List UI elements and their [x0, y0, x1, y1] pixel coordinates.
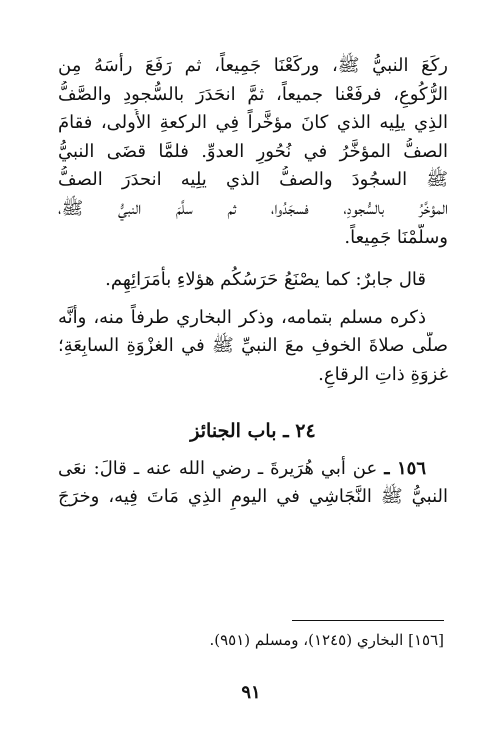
page-number: ٩١ [241, 682, 261, 703]
text-line: الرُّكُوعِ، فرفَعْنا جميعاً، ثمَّ انحَدَرَ بالسُّجودِ والصَّفُّ [58, 83, 448, 105]
text-line: الصفُّ المؤخَّرُ في نُحُورِ العدوِّ. فلمَّا قضَى النبيُّ [58, 140, 448, 162]
text-line: صلَّى صلاةَ الخوفِ معَ النبيِّ ﷺ في الغزْوَةِ السابِعَةِ؛ [58, 335, 448, 357]
hadith-number: ١٥٦ ـ [384, 457, 426, 479]
text-line: وسلَّمْنَا جَمِيعاً. [344, 226, 448, 248]
paragraph-source-note [58, 304, 448, 390]
paragraph-jabir-quote: قال جابرٌ: كما يصْنَعُ حَرَسُكُم هؤلاءِ بأُمَرَائِهِم. [105, 269, 426, 291]
text-line: الذِي يلِيه الذي كانَ مؤخَّراً فِي الركعةِ الأُولى، فقامَ [58, 112, 448, 134]
hadith-first-line [58, 455, 448, 484]
chapter-heading: ٢٤ ـ باب الجنائز [190, 419, 316, 442]
text-line: ركَعَ النبيُّ ﷺ، وركَعْنَا جَمِيعاً، ثم رَفَعَ رأْسَهُ مِن [58, 55, 448, 76]
page-body [58, 52, 448, 512]
text-line: النبيُّ ﷺ النَّجَاشِي في اليومِ الذِي مَاتَ فِيه، وخرَجَ [58, 486, 448, 508]
hadith-156 [58, 455, 448, 512]
text-line: غزوَةِ ذاتِ الرقاعِ. [318, 363, 448, 385]
text-line: ﷺ السجُودَ والصفُّ الذي يلِيه انحدَرَ الصفُّ [58, 169, 448, 191]
paragraph-prayer-description [58, 52, 448, 252]
text-line: المؤخَّرُ بالسُّجودِ، فسجَدُوا، ثم سلَّمَ النبيُّ ﷺ، [58, 197, 448, 219]
footnote-divider [292, 620, 444, 621]
footnote: [١٥٦] البخاري (١٢٤٥)، ومسلم (٩٥١). [209, 631, 444, 649]
text-line: ذكره مسلم بتمامه، وذكر البخاري طرفاً منه، وأنَّه [58, 306, 426, 328]
hadith-text: عن أبي هُرَيرةَ ـ رضي الله عنه ـ قالَ: نعَى [58, 457, 378, 479]
